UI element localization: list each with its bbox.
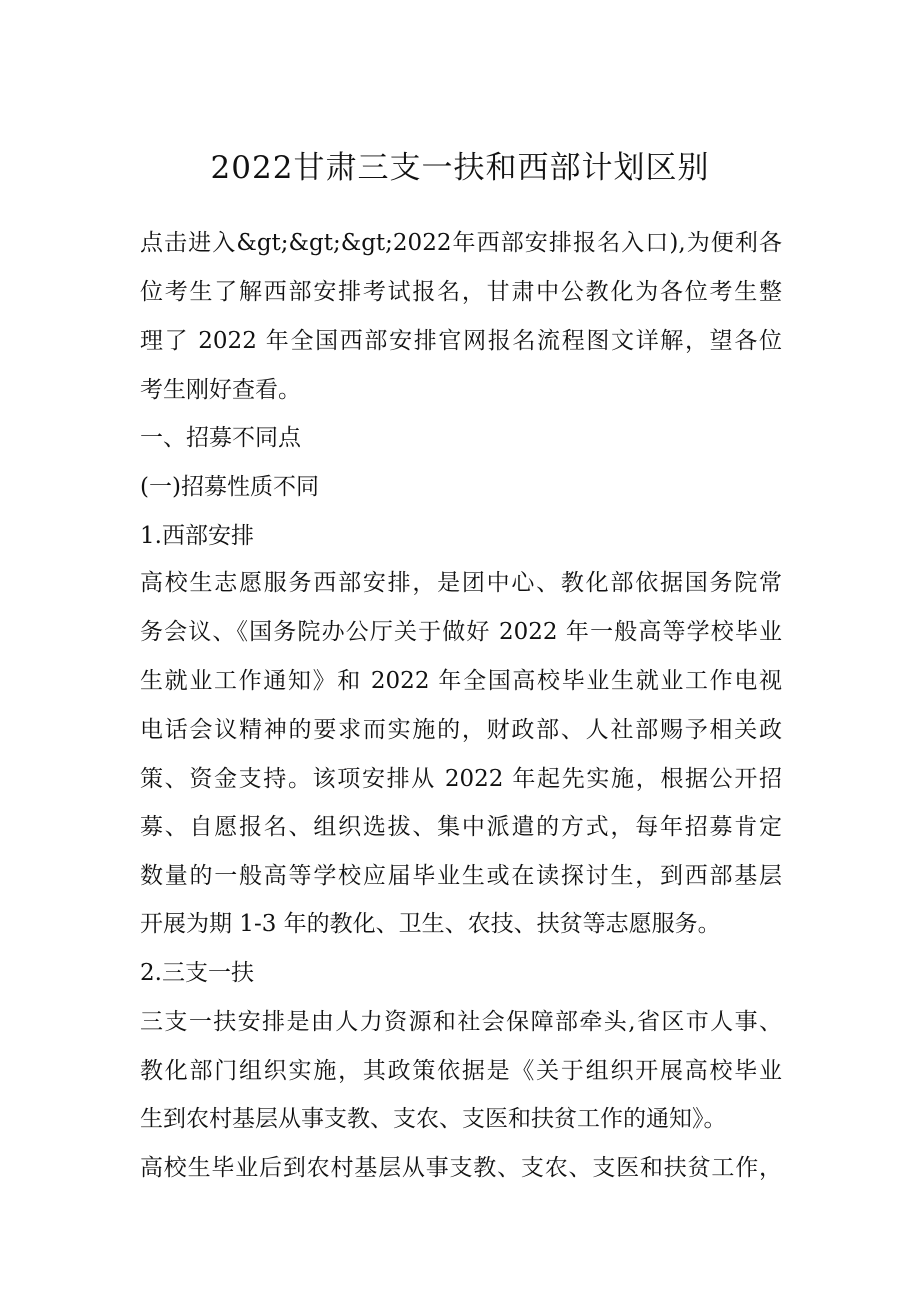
paragraph-line: 生到农村基层从事支教、支农、支医和扶贫工作的通知》。 [140, 1106, 727, 1132]
paragraph-line: 位考生了解西部安排考试报名，甘肃中公教化为各位考生整 [140, 279, 782, 305]
paragraph-line: 电话会议精神的要求而实施的，财政部、人社部赐予相关政 [140, 717, 782, 743]
paragraph-line: 高校生毕业后到农村基层从事支教、支农、支医和扶贫工作， [140, 1155, 782, 1181]
document-title: 2022甘肃三支一扶和西部计划区别 [210, 150, 710, 186]
section-heading: 1.西部安排 [140, 523, 254, 549]
paragraph-line: 点击进入&gt;&gt;&gt;2022年西部安排报名入口),为便利各 [140, 230, 782, 256]
paragraph-line: 募、自愿报名、组织选拔、集中派遣的方式，每年招募肯定 [140, 814, 782, 840]
paragraph-line: 三支一扶安排是由人力资源和社会保障部牵头,省区市人事、 [140, 1009, 782, 1035]
section-heading: 一、招募不同点 [140, 425, 301, 451]
section-heading: 2.三支一扶 [140, 960, 254, 986]
paragraph-line: 开展为期 1-3 年的教化、卫生、农技、扶贫等志愿服务。 [140, 911, 721, 937]
paragraph-line: 生就业工作通知》和 2022 年全国高校毕业生就业工作电视 [140, 668, 782, 694]
paragraph-line: 教化部门组织实施，其政策依据是《关于组织开展高校毕业 [140, 1058, 782, 1084]
paragraph-line: 高校生志愿服务西部安排，是团中心、教化部依据国务院常 [140, 570, 782, 596]
paragraph-line: 策、资金支持。该项安排从 2022 年起先实施，根据公开招 [140, 766, 782, 792]
section-heading: (一)招募性质不同 [140, 474, 319, 500]
paragraph-line: 理了 2022 年全国西部安排官网报名流程图文详解，望各位 [140, 328, 782, 354]
paragraph-line: 数量的一般高等学校应届毕业生或在读探讨生，到西部基层 [140, 863, 782, 889]
paragraph-line: 务会议、《国务院办公厅关于做好 2022 年一般高等学校毕业 [140, 619, 782, 645]
paragraph-line: 考生刚好查看。 [140, 377, 301, 403]
